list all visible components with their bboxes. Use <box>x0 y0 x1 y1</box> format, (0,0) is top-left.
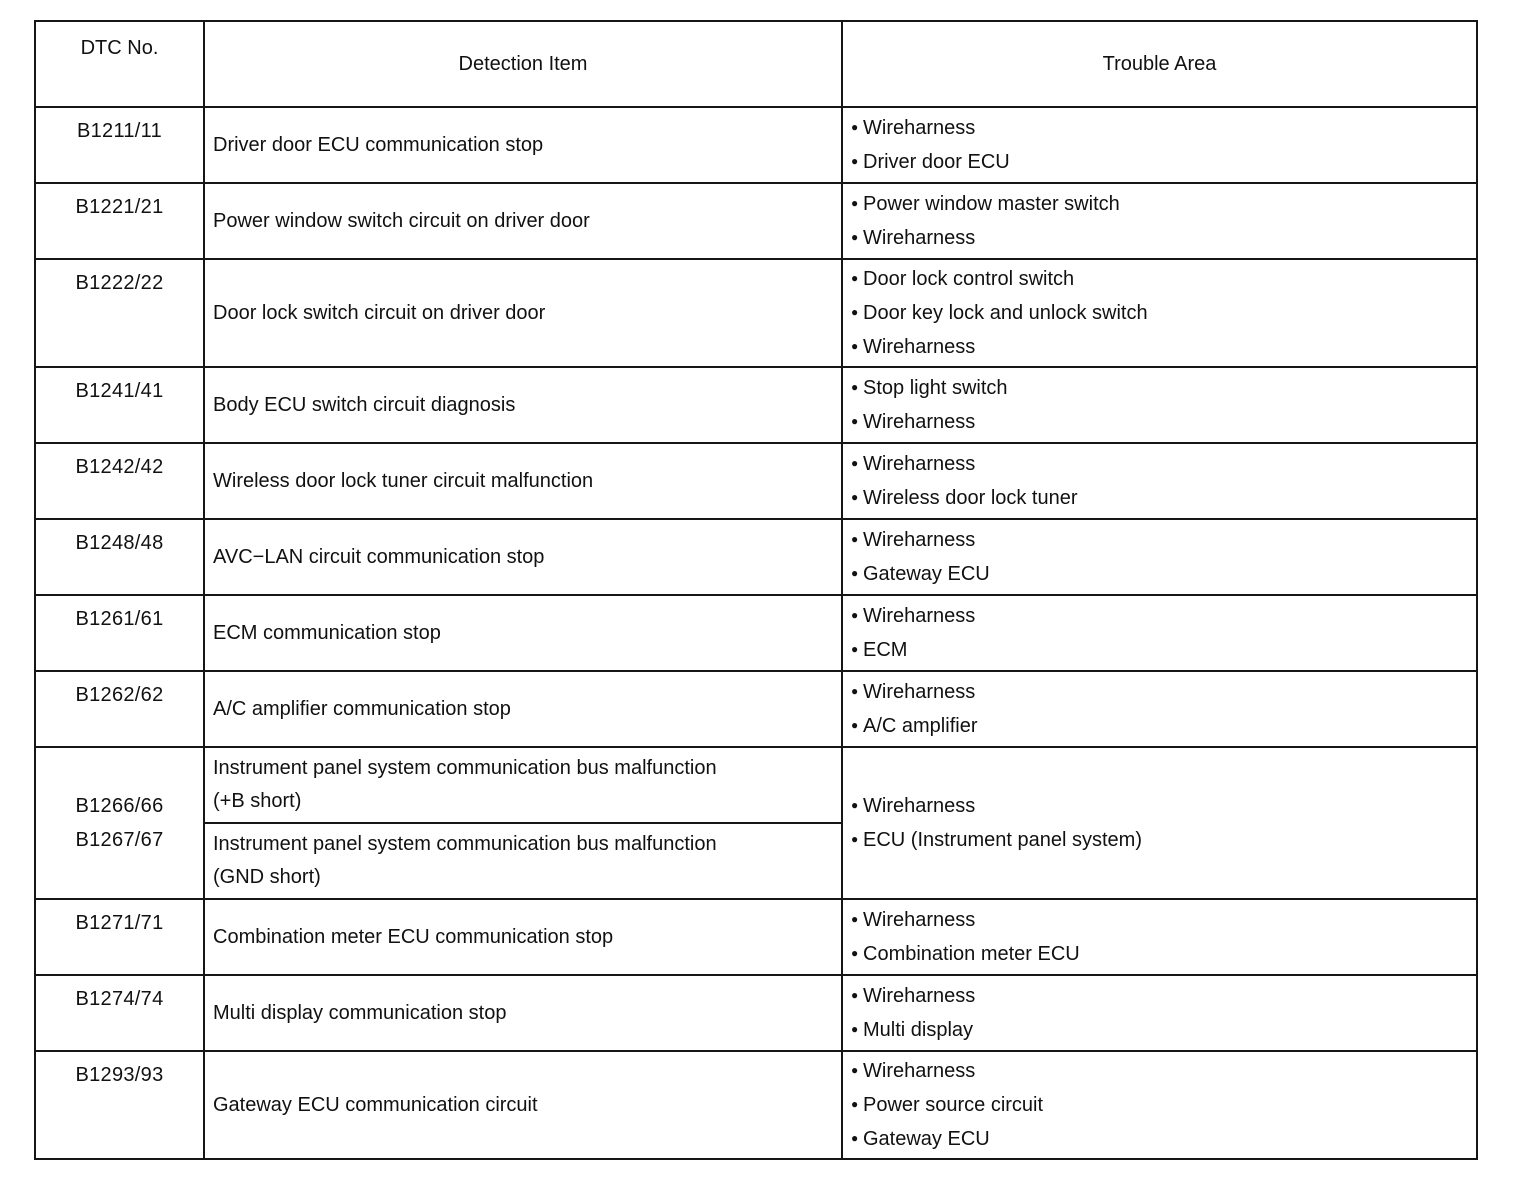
trouble-item <box>851 111 1476 145</box>
trouble-item <box>851 1088 1476 1122</box>
trouble-text: ECU (Instrument panel system) <box>863 829 1142 851</box>
trouble-text: Wireharness <box>863 985 976 1007</box>
trouble-text: Wireharness <box>863 336 976 358</box>
trouble-text: Gateway ECU <box>863 563 990 585</box>
dtc-code: B1266/66 <box>75 795 164 817</box>
dtc-code-cell <box>35 899 204 975</box>
bullet-icon: ● <box>851 230 859 244</box>
trouble-text: Power source circuit <box>863 1094 1044 1116</box>
trouble-list <box>851 187 1476 255</box>
detection-item-cell: Combination meter ECU communication stop <box>204 899 842 975</box>
trouble-text: Door key lock and unlock switch <box>863 302 1148 324</box>
dtc-code: B1293/93 <box>75 1064 164 1086</box>
trouble-item <box>851 633 1476 667</box>
dtc-code: B1262/62 <box>75 684 164 706</box>
detection-item-cell: Door lock switch circuit on driver door <box>204 259 842 367</box>
trouble-item <box>851 979 1476 1013</box>
trouble-item <box>851 405 1476 439</box>
dtc-code: B1241/41 <box>75 380 164 402</box>
bullet-icon: ● <box>851 154 859 168</box>
bullet-icon: ● <box>851 642 859 656</box>
trouble-text: Wireless door lock tuner <box>863 487 1078 509</box>
trouble-item <box>851 296 1476 330</box>
header-detection-item: Detection Item <box>204 21 842 107</box>
table-row <box>35 975 1477 1051</box>
table-row-group <box>35 747 1477 823</box>
dtc-code: B1271/71 <box>75 912 164 934</box>
trouble-area-cell <box>842 443 1477 519</box>
trouble-list <box>851 675 1476 743</box>
dtc-table <box>34 20 1478 1160</box>
trouble-item <box>851 1122 1476 1156</box>
trouble-item <box>851 330 1476 364</box>
trouble-text: Wireharness <box>863 605 976 627</box>
detection-text: (GND short) <box>213 866 321 888</box>
table-row <box>35 183 1477 259</box>
bullet-icon: ● <box>851 988 859 1002</box>
trouble-list <box>851 903 1476 971</box>
bullet-icon: ● <box>851 380 859 394</box>
detection-item-cell: Driver door ECU communication stop <box>204 107 842 183</box>
bullet-icon: ● <box>851 608 859 622</box>
bullet-icon: ● <box>851 832 859 846</box>
bullet-icon: ● <box>851 271 859 285</box>
table-row <box>35 443 1477 519</box>
detection-item-cell: ECM communication stop <box>204 595 842 671</box>
bullet-icon: ● <box>851 305 859 319</box>
trouble-item <box>851 789 1476 823</box>
trouble-list <box>851 111 1476 179</box>
trouble-text: Wireharness <box>863 453 976 475</box>
bullet-icon: ● <box>851 566 859 580</box>
trouble-list <box>851 1054 1476 1156</box>
dtc-code-cell <box>35 595 204 671</box>
detection-item-cell: Multi display communication stop <box>204 975 842 1051</box>
bullet-icon: ● <box>851 414 859 428</box>
trouble-list <box>851 371 1476 439</box>
trouble-item <box>851 1013 1476 1047</box>
trouble-item <box>851 145 1476 179</box>
dtc-code-cell <box>35 259 204 367</box>
trouble-text: Wireharness <box>863 529 976 551</box>
trouble-text: Wireharness <box>863 411 976 433</box>
trouble-list <box>851 599 1476 667</box>
table-row <box>35 259 1477 367</box>
trouble-text: Gateway ECU <box>863 1128 990 1150</box>
bullet-icon: ● <box>851 339 859 353</box>
trouble-area-cell <box>842 367 1477 443</box>
table-row <box>35 1051 1477 1159</box>
dtc-code-cell <box>35 1051 204 1159</box>
dtc-code: B1221/21 <box>75 196 164 218</box>
trouble-item <box>851 1054 1476 1088</box>
trouble-item <box>851 675 1476 709</box>
trouble-item <box>851 371 1476 405</box>
trouble-item <box>851 187 1476 221</box>
trouble-text: Door lock control switch <box>863 268 1075 290</box>
detection-item-cell: Body ECU switch circuit diagnosis <box>204 367 842 443</box>
dtc-code: B1267/67 <box>75 829 164 851</box>
table-row <box>35 671 1477 747</box>
trouble-item <box>851 823 1476 857</box>
bullet-icon: ● <box>851 456 859 470</box>
table-row <box>35 595 1477 671</box>
trouble-list <box>851 262 1476 364</box>
trouble-text: Power window master switch <box>863 193 1120 215</box>
dtc-code: B1242/42 <box>75 456 164 478</box>
trouble-item <box>851 262 1476 296</box>
header-dtc-no: DTC No. <box>35 21 204 107</box>
dtc-code-cell <box>35 747 204 899</box>
bullet-icon: ● <box>851 1131 859 1145</box>
trouble-text: Wireharness <box>863 795 976 817</box>
bullet-icon: ● <box>851 798 859 812</box>
detection-text: Instrument panel system communication bus malfunction <box>213 833 717 855</box>
trouble-text: Combination meter ECU <box>863 943 1080 965</box>
trouble-item <box>851 937 1476 971</box>
trouble-area-cell <box>842 107 1477 183</box>
detection-item-cell <box>204 823 842 899</box>
bullet-icon: ● <box>851 718 859 732</box>
trouble-list <box>851 523 1476 591</box>
trouble-area-cell <box>842 975 1477 1051</box>
detection-item-cell: AVC−LAN circuit communication stop <box>204 519 842 595</box>
trouble-area-cell <box>842 259 1477 367</box>
header-trouble-area: Trouble Area <box>842 21 1477 107</box>
trouble-area-cell <box>842 899 1477 975</box>
dtc-code: B1261/61 <box>75 608 164 630</box>
trouble-item <box>851 447 1476 481</box>
trouble-text: Wireharness <box>863 117 976 139</box>
dtc-code-cell <box>35 519 204 595</box>
bullet-icon: ● <box>851 1097 859 1111</box>
trouble-item <box>851 523 1476 557</box>
bullet-icon: ● <box>851 120 859 134</box>
trouble-list <box>851 979 1476 1047</box>
trouble-list <box>851 447 1476 515</box>
detection-item-cell <box>204 747 842 823</box>
trouble-item <box>851 709 1476 743</box>
trouble-area-cell <box>842 1051 1477 1159</box>
trouble-list <box>851 789 1476 857</box>
dtc-code: B1274/74 <box>75 988 164 1010</box>
trouble-text: Wireharness <box>863 681 976 703</box>
bullet-icon: ● <box>851 490 859 504</box>
dtc-code-cell <box>35 367 204 443</box>
trouble-item <box>851 599 1476 633</box>
dtc-code: B1211/11 <box>76 120 163 142</box>
trouble-area-cell <box>842 183 1477 259</box>
trouble-area-cell <box>842 519 1477 595</box>
detection-item-cell: Power window switch circuit on driver door <box>204 183 842 259</box>
detection-item-cell: Wireless door lock tuner circuit malfunction <box>204 443 842 519</box>
detection-text: Instrument panel system communication bus malfunction <box>213 757 717 779</box>
trouble-text: Multi display <box>863 1019 974 1041</box>
trouble-text: A/C amplifier <box>863 715 978 737</box>
trouble-item <box>851 903 1476 937</box>
dtc-code: B1248/48 <box>75 532 164 554</box>
trouble-text: Stop light switch <box>863 377 1008 399</box>
bullet-icon: ● <box>851 912 859 926</box>
trouble-text: Wireharness <box>863 909 976 931</box>
bullet-icon: ● <box>851 1063 859 1077</box>
detection-item-cell: Gateway ECU communication circuit <box>204 1051 842 1159</box>
detection-item-cell: A/C amplifier communication stop <box>204 671 842 747</box>
table-row <box>35 519 1477 595</box>
bullet-icon: ● <box>851 532 859 546</box>
trouble-text: Driver door ECU <box>863 151 1010 173</box>
dtc-code-cell <box>35 443 204 519</box>
bullet-icon: ● <box>851 946 859 960</box>
trouble-item <box>851 221 1476 255</box>
trouble-text: ECM <box>863 639 908 661</box>
bullet-icon: ● <box>851 684 859 698</box>
trouble-area-cell <box>842 671 1477 747</box>
dtc-code-cell <box>35 671 204 747</box>
trouble-area-cell <box>842 595 1477 671</box>
dtc-code-cell <box>35 107 204 183</box>
dtc-code-cell <box>35 183 204 259</box>
table-row <box>35 367 1477 443</box>
trouble-area-cell <box>842 747 1477 899</box>
detection-text: (+B short) <box>213 790 302 812</box>
trouble-text: Wireharness <box>863 227 976 249</box>
trouble-text: Wireharness <box>863 1060 976 1082</box>
trouble-item <box>851 481 1476 515</box>
bullet-icon: ● <box>851 1022 859 1036</box>
dtc-code-cell <box>35 975 204 1051</box>
dtc-code: B1222/22 <box>75 272 164 294</box>
header-row <box>35 21 1477 107</box>
trouble-item <box>851 557 1476 591</box>
table-row <box>35 899 1477 975</box>
table-row <box>35 107 1477 183</box>
bullet-icon: ● <box>851 196 859 210</box>
